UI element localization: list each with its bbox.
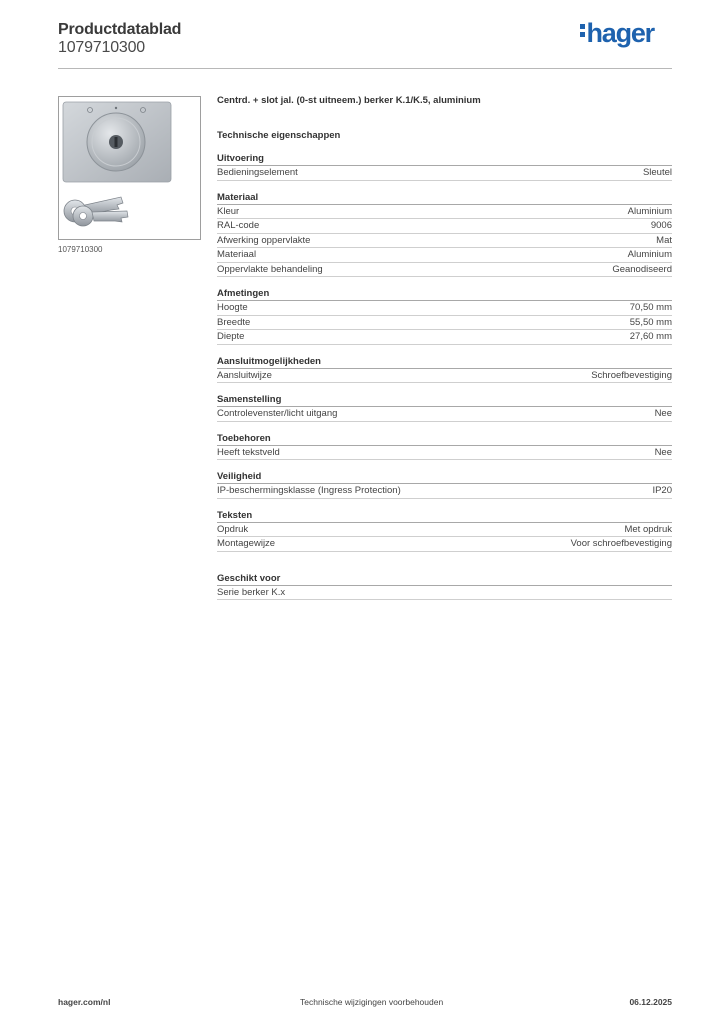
property-label: Materiaal — [217, 249, 257, 260]
property-value: 55,50 mm — [629, 316, 672, 328]
properties-sections — [217, 152, 672, 552]
document-number: 1079710300 — [58, 39, 145, 56]
property-section — [217, 287, 672, 345]
property-row — [217, 330, 672, 345]
property-row — [217, 219, 672, 234]
property-label: Breedte — [217, 316, 251, 328]
property-row — [217, 407, 672, 422]
property-label: Kleur — [217, 205, 240, 217]
property-value: Mat — [656, 234, 672, 246]
section-title: Aansluitmogelijkheden — [217, 355, 672, 369]
property-row — [217, 369, 672, 384]
product-image — [58, 96, 201, 240]
property-value: Nee — [654, 446, 672, 458]
image-caption: 1079710300 — [58, 245, 103, 254]
property-value: Nee — [654, 408, 672, 419]
property-label: Diepte — [217, 331, 245, 342]
hager-logo — [580, 18, 654, 49]
section-title: Materiaal — [217, 191, 672, 205]
property-value: 9006 — [650, 220, 672, 231]
property-label: Hoogte — [217, 302, 248, 313]
footer-disclaimer: Technische wijzigingen voorbehouden — [300, 997, 444, 1007]
property-section — [217, 355, 672, 384]
property-label: Oppervlakte behandeling — [217, 263, 323, 275]
property-value: IP20 — [652, 485, 672, 496]
property-label: Opdruk — [217, 523, 249, 535]
property-label: Heeft tekstveld — [217, 446, 280, 458]
page-footer — [58, 997, 672, 1011]
section-title: Toebehoren — [217, 432, 672, 446]
section-title: Afmetingen — [217, 287, 672, 301]
technical-properties-heading: Technische eigenschappen — [217, 130, 341, 141]
property-value: Sleutel — [642, 167, 672, 178]
property-value: 70,50 mm — [629, 302, 672, 313]
section-title: Geschikt voor — [217, 572, 672, 586]
property-row — [217, 523, 672, 538]
section-suitable-for — [217, 572, 672, 601]
property-label: RAL-code — [217, 220, 260, 231]
property-row — [217, 248, 672, 263]
property-label: Controlevenster/licht uitgang — [217, 408, 338, 419]
property-value: Met opdruk — [624, 523, 672, 535]
section-title: Teksten — [217, 509, 672, 523]
property-section — [217, 152, 672, 181]
property-row — [217, 586, 672, 601]
property-section — [217, 470, 672, 499]
property-value: Voor schroefbevestiging — [570, 538, 672, 549]
section-title: Veiligheid — [217, 470, 672, 484]
property-row — [217, 316, 672, 331]
property-section — [217, 393, 672, 422]
logo-text: hager — [586, 18, 654, 48]
product-photo-key-switch-plate-icon — [59, 97, 200, 239]
product-name: Centrd. + slot jal. (0-st uitneem.) berker K.1/K.5, aluminium — [217, 95, 481, 106]
property-section — [217, 509, 672, 552]
property-row — [217, 234, 672, 249]
property-label: Montagewijze — [217, 538, 276, 549]
footer-date: 06.12.2025 — [629, 997, 672, 1007]
property-row — [217, 166, 672, 181]
section-title: Uitvoering — [217, 152, 672, 166]
document-header — [58, 18, 672, 69]
property-row — [217, 537, 672, 552]
property-row — [217, 205, 672, 220]
property-section — [217, 191, 672, 278]
property-value: Aluminium — [627, 249, 672, 260]
property-row — [217, 263, 672, 278]
property-value: Geanodiseerd — [612, 263, 672, 275]
footer-website-link[interactable]: hager.com/nl — [58, 997, 111, 1007]
property-value: Schroefbevestiging — [591, 369, 672, 381]
property-row — [217, 484, 672, 499]
property-label: Bedieningselement — [217, 167, 298, 178]
property-value: Aluminium — [627, 205, 672, 217]
document-title: Productdatablad — [58, 21, 182, 38]
property-row — [217, 446, 672, 461]
property-label: Aansluitwijze — [217, 369, 272, 381]
property-section — [217, 432, 672, 461]
product-details — [217, 95, 672, 600]
property-row — [217, 301, 672, 316]
property-value: 27,60 mm — [629, 331, 672, 342]
section-title: Samenstelling — [217, 393, 672, 407]
property-label: IP-beschermingsklasse (Ingress Protection) — [217, 485, 401, 496]
property-label: Afwerking oppervlakte — [217, 234, 311, 246]
property-label: Serie berker K.x — [217, 586, 286, 598]
logo-colon-icon — [580, 21, 586, 40]
